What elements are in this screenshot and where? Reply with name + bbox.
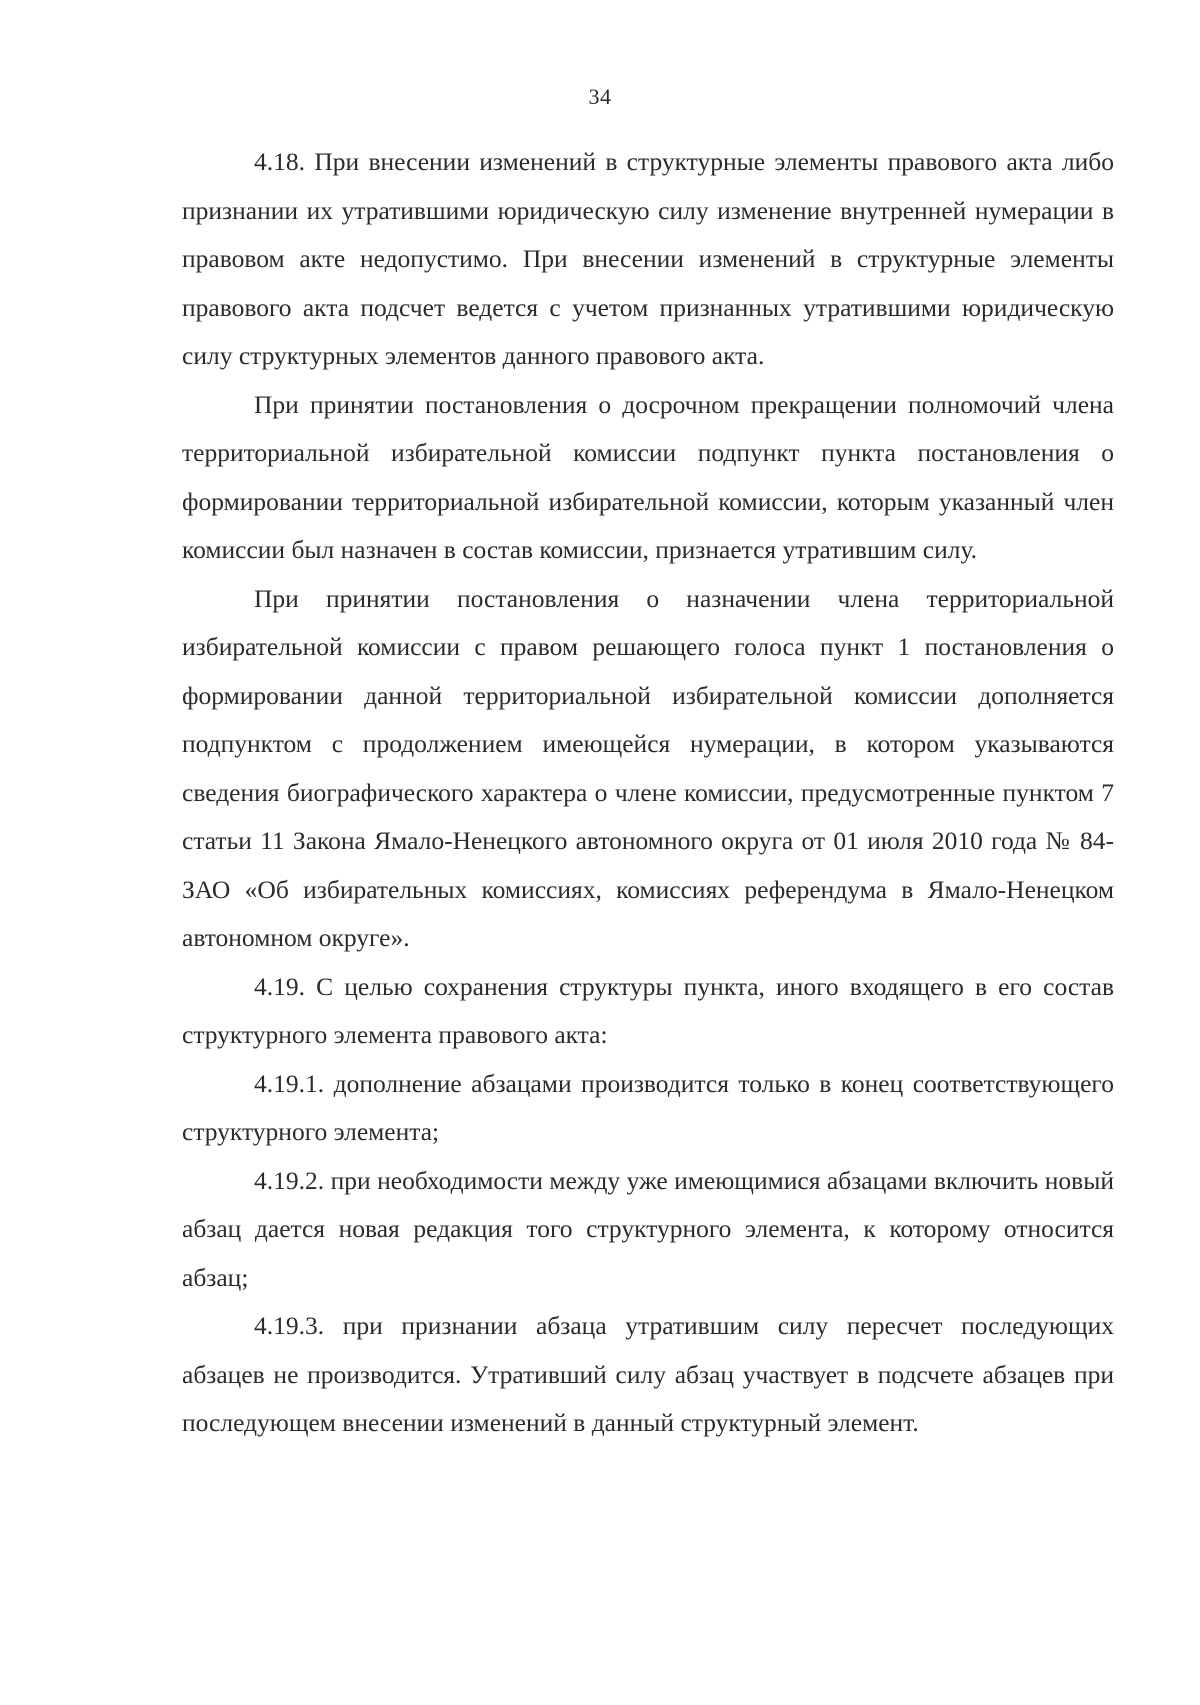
- paragraph-4-19-1: 4.19.1. дополнение абзацами производится только в конец соответствующего структурного элемента;: [182, 1068, 1114, 1146]
- paragraph-4-19-3: 4.19.3. при признании абзаца утратившим силу пересчет последующих абзацев не производится. Утративший силу абзац участвует в подсчете абзацев при последующем внесении изменений в данный структурный элемент.: [182, 1311, 1114, 1437]
- paragraph-4-19: 4.19. С целью сохранения структуры пункта, иного входящего в его состав структурного элемента правового акта:: [182, 971, 1114, 1049]
- document-body: [182, 138, 1114, 1448]
- paragraph-4-18: 4.18. При внесении изменений в структурные элементы правового акта либо признании их утратившими юридическую силу изменение внутренней нумерации в правовом акте недопустимо. При внесении изменений в структурные элементы правового акта подсчет ведется с учетом признанных утратившими юридическую силу структурных элементов данного правового акта.: [182, 147, 1114, 370]
- paragraph-4-19-2: 4.19.2. при необходимости между уже имеющимися абзацами включить новый абзац дается новая редакция того структурного элемента, к которому относится абзац;: [182, 1165, 1114, 1292]
- page-number: 34: [588, 84, 612, 109]
- paragraph-early-termination: При принятии постановления о досрочном прекращении полномочий члена территориальной избирательной комиссии подпункт пункта постановления о формировании территориальной избирательной комиссии, которым указанный член комиссии был назначен в состав комиссии, признается утратившим силу.: [182, 389, 1114, 564]
- paragraph-member-appointment: При принятии постановления о назначении члена территориальной избирательной комиссии с правом решающего голоса пункт 1 постановления о формировании данной территориальной избирательной комиссии дополняется подпунктом с продолжением имеющейся нумерации, в котором указываются сведения биографического характера о члене комиссии, предусмотренные пунктом 7 статьи 11 Закона Ямало-Ненецкого автономного округа от 01 июля 2010 года № 84-ЗАО «Об избирательных комиссиях, комиссиях референдума в Ямало-Ненецком автономном округе».: [182, 583, 1114, 952]
